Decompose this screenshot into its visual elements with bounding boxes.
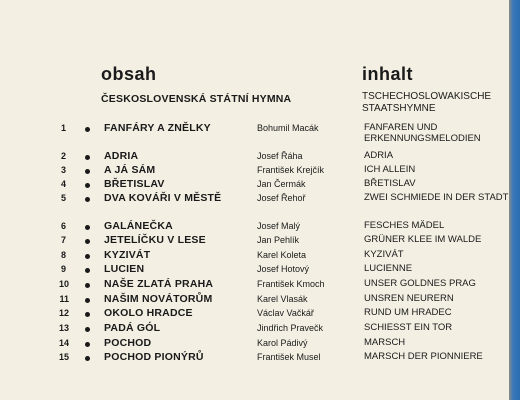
track-title: A JÁ SÁM bbox=[104, 164, 156, 176]
track-title-de: KYZIVÁT bbox=[364, 249, 404, 260]
track-composer: Josef Hotový bbox=[257, 264, 310, 274]
background-edge bbox=[509, 0, 520, 400]
bullet-dot bbox=[85, 283, 90, 288]
track-title-de: UNSREN NEURERN bbox=[364, 293, 454, 304]
track-composer: Karol Pádivý bbox=[257, 338, 308, 348]
track-composer: Josef Řáha bbox=[257, 151, 303, 161]
track-number: 2 bbox=[60, 151, 66, 161]
bullet-dot bbox=[85, 327, 90, 332]
track-row bbox=[0, 164, 509, 178]
track-title-de: ZWEI SCHMIEDE IN DER STADT bbox=[364, 192, 509, 203]
header-inhalt: inhalt bbox=[362, 64, 413, 84]
track-composer: František Kmoch bbox=[257, 279, 325, 289]
anthem-title-de: TSCHECHOSLOWAKISCHE STAATSHYMNE bbox=[362, 91, 492, 114]
anthem-title-cz: ČESKOSLOVENSKÁ STÁTNÍ HYMNA bbox=[101, 93, 292, 105]
track-number: 11 bbox=[59, 294, 69, 304]
track-title: ADRIA bbox=[104, 150, 139, 162]
track-title: JETELÍČKU V LESE bbox=[104, 234, 206, 246]
track-title-de: BŘETISLAV bbox=[364, 178, 416, 189]
bullet-dot bbox=[85, 183, 90, 188]
track-title-de: LUCIENNE bbox=[364, 263, 413, 274]
track-number: 1 bbox=[60, 123, 66, 133]
track-title-de: GRÜNER KLEE IM WALDE bbox=[364, 234, 482, 245]
track-row bbox=[0, 278, 509, 292]
track-title: BŘETISLAV bbox=[104, 178, 165, 190]
track-row bbox=[0, 263, 509, 277]
bullet-dot bbox=[85, 155, 90, 160]
bullet-dot bbox=[85, 239, 90, 244]
track-number: 10 bbox=[58, 279, 69, 289]
track-title-de: FESCHES MÄDEL bbox=[364, 220, 445, 231]
track-title: KYZIVÁT bbox=[104, 249, 151, 261]
track-row bbox=[0, 178, 509, 192]
track-number: 14 bbox=[58, 338, 69, 348]
bullet-dot bbox=[85, 197, 90, 202]
track-composer: František Musel bbox=[257, 352, 321, 362]
track-row bbox=[0, 122, 509, 144]
track-composer: Josef Řehoř bbox=[257, 193, 306, 203]
bullet-dot bbox=[85, 127, 90, 132]
track-composer: Josef Malý bbox=[257, 221, 301, 231]
track-title: POCHOD bbox=[104, 337, 152, 349]
track-title-de: MARSCH bbox=[364, 337, 406, 348]
track-number: 6 bbox=[60, 221, 66, 231]
track-row bbox=[0, 192, 509, 206]
track-row bbox=[0, 150, 509, 164]
track-composer: Jan Čermák bbox=[257, 179, 306, 189]
track-composer: Václav Vačkář bbox=[257, 308, 314, 318]
track-title: FANFÁRY A ZNĚLKY bbox=[104, 122, 211, 134]
track-row bbox=[0, 351, 509, 365]
track-title: POCHOD PIONÝRŮ bbox=[104, 351, 204, 363]
track-title-de: RUND UM HRADEC bbox=[364, 307, 452, 318]
track-title-de: SCHIESST EIN TOR bbox=[364, 322, 453, 333]
track-title: PADÁ GÓL bbox=[104, 322, 161, 334]
track-title: NAŠIM NOVÁTORŮM bbox=[104, 293, 213, 305]
bullet-dot bbox=[85, 356, 90, 361]
header-obsah: obsah bbox=[101, 64, 157, 84]
track-number: 13 bbox=[58, 323, 69, 333]
track-title-de: ADRIA bbox=[364, 150, 394, 161]
track-title-de: UNSER GOLDNES PRAG bbox=[364, 278, 476, 289]
track-composer: Karel Vlasák bbox=[257, 294, 308, 304]
track-composer: Karel Koleta bbox=[257, 250, 307, 260]
track-number: 4 bbox=[60, 179, 66, 189]
track-number: 3 bbox=[60, 165, 66, 175]
track-number: 12 bbox=[58, 308, 69, 318]
track-number: 15 bbox=[58, 352, 69, 362]
track-number: 5 bbox=[60, 193, 66, 203]
bullet-dot bbox=[85, 254, 90, 259]
track-title: DVA KOVÁŘI V MĚSTĚ bbox=[104, 192, 222, 204]
track-number: 9 bbox=[60, 264, 66, 274]
track-number: 8 bbox=[60, 250, 66, 260]
track-title-de: MARSCH DER PIONNIERE bbox=[364, 351, 483, 362]
track-title-de: FANFAREN UND ERKENNUNGSMELODIEN bbox=[364, 122, 481, 144]
track-title: GALÁNEČKA bbox=[104, 220, 173, 232]
bullet-dot bbox=[85, 268, 90, 273]
track-composer: František Krejčík bbox=[257, 165, 325, 175]
bullet-dot bbox=[85, 312, 90, 317]
track-row bbox=[0, 249, 509, 263]
track-row bbox=[0, 220, 509, 234]
track-row bbox=[0, 322, 509, 336]
track-title: LUCIEN bbox=[104, 263, 145, 275]
bullet-dot bbox=[85, 169, 90, 174]
track-title: OKOLO HRADCE bbox=[104, 307, 193, 319]
track-title: NAŠE ZLATÁ PRAHA bbox=[104, 278, 214, 290]
bullet-dot bbox=[85, 225, 90, 230]
track-row bbox=[0, 307, 509, 321]
track-composer: Bohumil Macák bbox=[257, 123, 319, 133]
track-composer: Jindřich Pravečk bbox=[257, 323, 324, 333]
track-row bbox=[0, 337, 509, 351]
track-number: 7 bbox=[60, 235, 66, 245]
bullet-dot bbox=[85, 298, 90, 303]
track-row bbox=[0, 293, 509, 307]
track-row bbox=[0, 234, 509, 248]
track-composer: Jan Pehlík bbox=[257, 235, 300, 245]
track-title-de: ICH ALLEIN bbox=[364, 164, 416, 175]
bullet-dot bbox=[85, 342, 90, 347]
